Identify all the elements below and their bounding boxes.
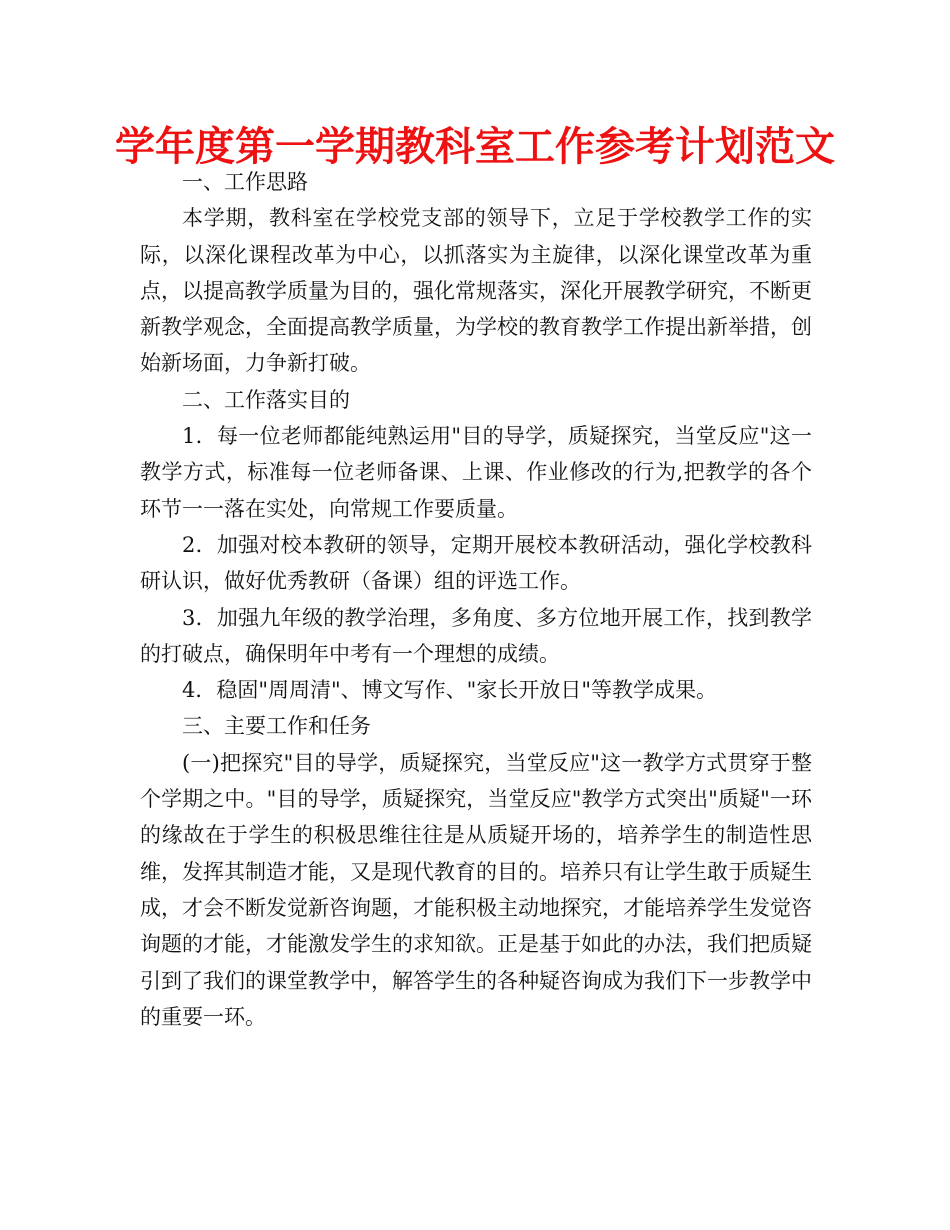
paragraph: (一)把探究"目的导学，质疑探究，当堂反应"这一教学方式贯穿于整个学期之中。"目的导学，质疑探究，当堂反应"教学方式突出"质疑"一环的缘故在于学生的积极思维往往是从质疑开场的，培养学生的制造性思维，发挥其制造才能，又是现代教育的目的。培养只有让学生敢于质疑生成，才会不断发觉新咨询题，才能积极主动地探究，才能培养学生发觉咨询题的才能，才能激发学生的求知欲。正是基于如此的办法，我们把质疑引到了我们的课堂教学中，解答学生的各种疑咨询成为我们下一步教学中的重要一环。 <box>140 750 812 1029</box>
document-title: 学年度第一学期教科室工作参考计划范文 <box>115 124 835 170</box>
list-item: 1．每一位老师都能纯熟运用"目的导学，质疑探究，当堂反应"这一教学方式，标准每一位老师备课、上课、作业修改的行为,把教学的各个环节一一落在实处，向常规工作要质量。 <box>140 424 812 521</box>
section-heading-1: 一、工作思路 <box>182 170 308 194</box>
paragraph: 本学期，教科室在学校党支部的领导下，立足于学校教学工作的实际，以深化课程改革为中心，以抓落实为主旋律，以深化课堂改革为重点，以提高教学质量为目的，强化常规落实，深化开展教学研究，不断更新教学观念，全面提高教学质量，为学校的教育教学工作提出新举措，创始新场面，力争新打破。 <box>140 206 812 376</box>
section-heading-3: 三、主要工作和任务 <box>182 714 371 739</box>
list-item: 4．稳固"周周清"、博文写作、"家长开放日"等教学成果。 <box>182 678 717 703</box>
list-item: 2．加强对校本教研的领导，定期开展校本教研活动，强化学校教科研认识，做好优秀教研（备课）组的评选工作。 <box>140 532 812 594</box>
document-body <box>140 164 812 1035</box>
section-heading-2: 二、工作落实目的 <box>182 387 350 412</box>
list-item: 3．加强九年级的教学治理，多角度、多方位地开展工作，找到教学的打破点，确保明年中考有一个理想的成绩。 <box>140 605 812 666</box>
